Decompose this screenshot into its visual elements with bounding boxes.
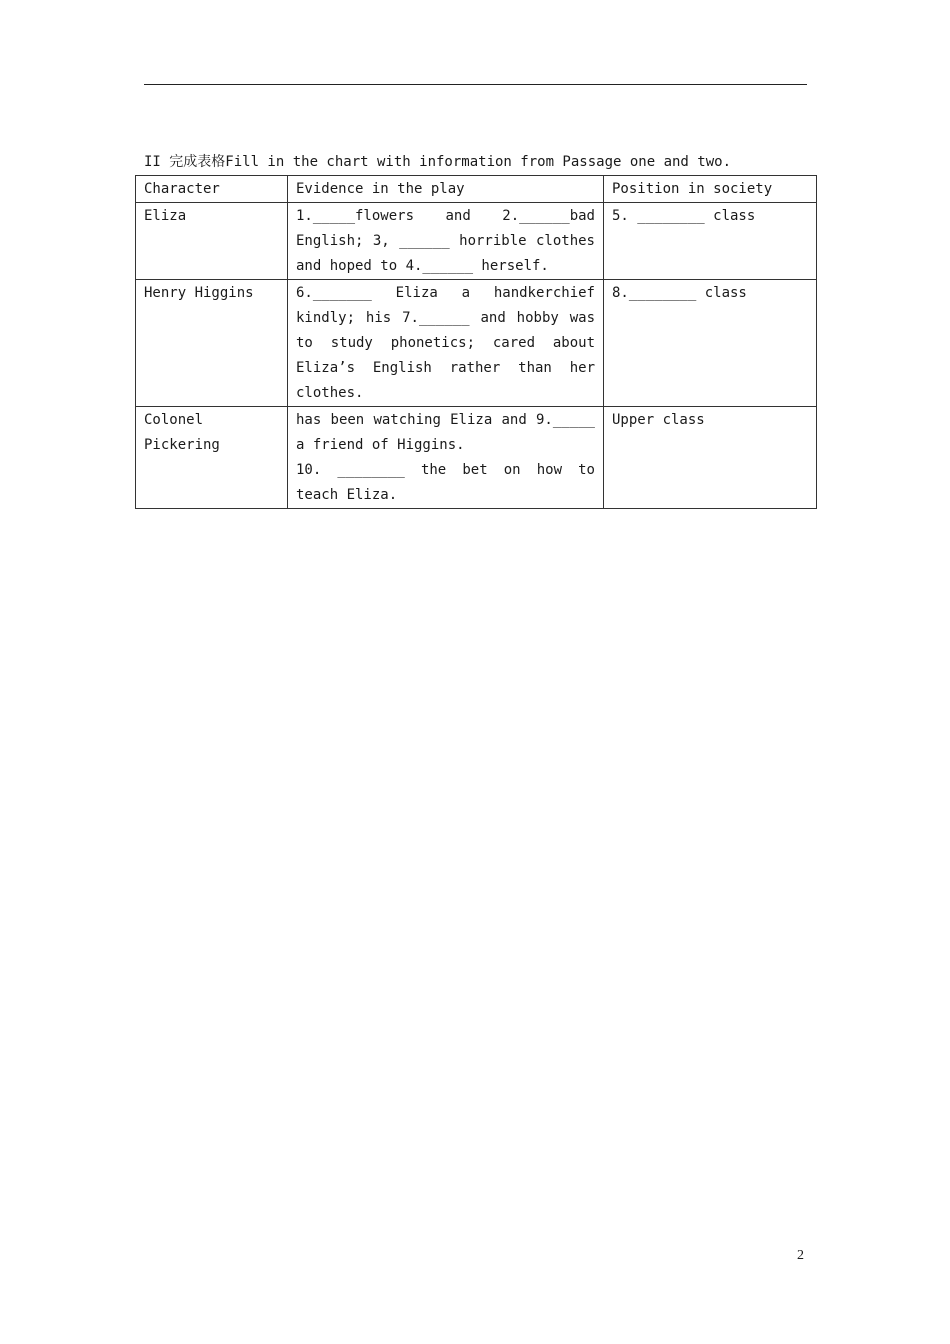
evidence-cell: 1._____flowers and 2.______bad English; 3, ______ horrible clothes and hoped to 4.______ herself. — [288, 203, 604, 280]
evidence-cell — [288, 407, 604, 509]
evidence-line: 10. ________ the bet on how to teach Eliza. — [296, 462, 595, 503]
instruction-text: II 完成表格Fill in the chart with information from Passage one and two. — [144, 154, 732, 170]
position-cell: 5. ________ class — [604, 203, 817, 280]
evidence-line: has been watching Eliza and 9._____ a friend of Higgins. — [296, 412, 595, 453]
table-row — [136, 407, 817, 509]
header-character: Character — [136, 176, 288, 203]
header-rule — [144, 84, 807, 85]
evidence-cell: 6._______ Eliza a handkerchief kindly; his 7.______ and hobby was to study phonetics; cared about Eliza’s English rather than her clothes. — [288, 280, 604, 407]
header-position: Position in society — [604, 176, 817, 203]
table-row — [136, 280, 817, 407]
position-cell: Upper class — [604, 407, 817, 509]
character-cell: Colonel Pickering — [136, 407, 288, 509]
header-evidence: Evidence in the play — [288, 176, 604, 203]
page-number: 2 — [797, 1248, 804, 1263]
position-cell: 8.________ class — [604, 280, 817, 407]
table-header-row — [136, 176, 817, 203]
character-chart — [135, 175, 817, 509]
table-row — [136, 203, 817, 280]
character-cell: Eliza — [136, 203, 288, 280]
character-cell: Henry Higgins — [136, 280, 288, 407]
